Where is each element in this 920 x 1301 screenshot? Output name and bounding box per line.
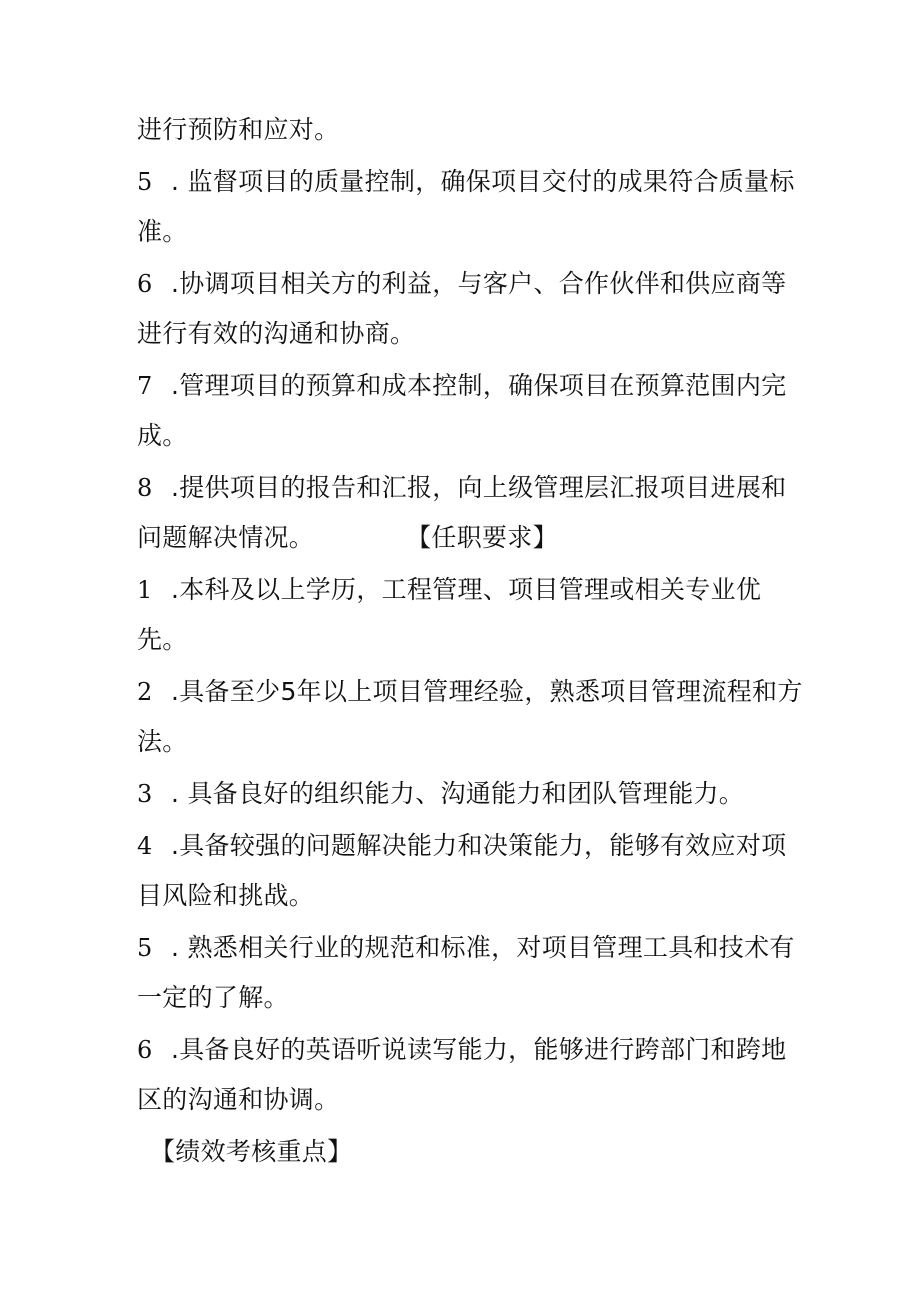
line-text: 法。: [137, 727, 188, 756]
list-item-line: [137, 166, 795, 198]
line-text: 成。: [137, 421, 188, 450]
line-text: 准。: [137, 217, 188, 246]
line-text: 目风险和挑战。: [137, 881, 315, 910]
paragraph-line: [137, 114, 339, 146]
list-item-line: [137, 574, 761, 606]
line-text: 先。: [137, 625, 188, 654]
section-heading-line: [150, 1136, 352, 1168]
list-item-line: [137, 370, 786, 402]
list-text: .具备较强的问题解决能力和决策能力，能够有效应对项: [171, 831, 787, 860]
list-item-line: [137, 676, 803, 708]
paragraph-line: [137, 522, 558, 554]
line-text: 进行预防和应对。: [137, 115, 340, 144]
list-text: . 监督项目的质量控制，确保项目交付的成果符合质量标: [171, 167, 795, 196]
list-text: . 具备良好的组织能力、沟通能力和团队管理能力。: [171, 779, 745, 808]
list-number: 2: [137, 678, 153, 706]
list-item-line: [137, 268, 786, 300]
list-item-line: [137, 932, 795, 964]
list-number: 4: [137, 832, 153, 860]
paragraph-line: [137, 880, 314, 912]
section-heading: 【任职要求】: [406, 523, 558, 552]
list-number: 8: [137, 474, 153, 502]
line-text: 进行有效的沟通和协商。: [137, 319, 416, 348]
list-text: .协调项目相关方的利益，与客户、合作伙伴和供应商等: [171, 269, 787, 298]
list-text: .具备至少5年以上项目管理经验，熟悉项目管理流程和方: [171, 677, 803, 706]
paragraph-line: [137, 624, 188, 656]
section-heading: 【绩效考核重点】: [150, 1137, 353, 1166]
list-item-line: [137, 472, 786, 504]
paragraph-line: [137, 1084, 339, 1116]
line-text: 问题解决情况。: [137, 523, 315, 552]
list-number: 5: [137, 168, 153, 196]
paragraph-line: [137, 982, 289, 1014]
list-text: .具备良好的英语听说读写能力，能够进行跨部门和跨地: [171, 1035, 787, 1064]
paragraph-line: [137, 420, 188, 452]
list-number: 3: [137, 780, 153, 808]
list-number: 7: [137, 372, 153, 400]
line-text: 一定的了解。: [137, 983, 289, 1012]
list-number: 6: [137, 270, 153, 298]
list-item-line: [137, 1034, 786, 1066]
list-item-line: [137, 778, 744, 810]
list-item-line: [137, 830, 786, 862]
list-text: .本科及以上学历，工程管理、项目管理或相关专业优: [171, 575, 762, 604]
line-text: 区的沟通和协调。: [137, 1085, 340, 1114]
paragraph-line: [137, 726, 188, 758]
list-text: . 熟悉相关行业的规范和标准，对项目管理工具和技术有: [171, 933, 795, 962]
list-number: 5: [137, 934, 153, 962]
paragraph-line: [137, 318, 415, 350]
paragraph-line: [137, 216, 188, 248]
list-text: .管理项目的预算和成本控制，确保项目在预算范围内完: [171, 371, 787, 400]
list-text: .提供项目的报告和汇报，向上级管理层汇报项目进展和: [171, 473, 787, 502]
list-number: 6: [137, 1036, 153, 1064]
list-number: 1: [137, 576, 153, 604]
